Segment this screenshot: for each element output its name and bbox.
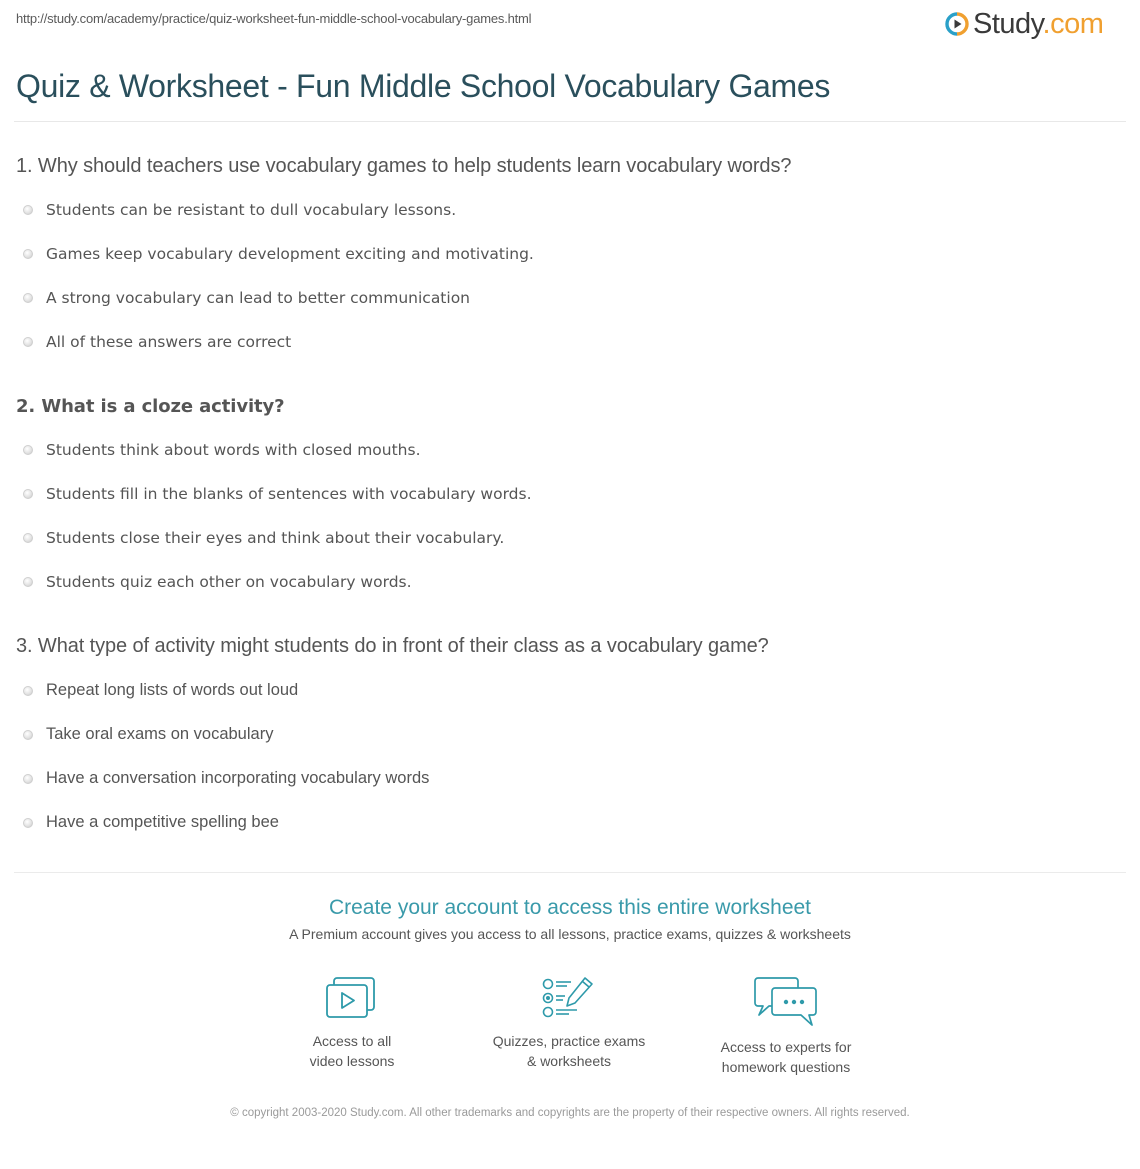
question-2-option-1[interactable]: Students think about words with closed mouths. xyxy=(23,441,421,459)
question-2: 2. What is a cloze activity? xyxy=(16,396,285,417)
page-title: Quiz & Worksheet - Fun Middle School Vocabulary Games xyxy=(16,68,831,104)
radio-button[interactable] xyxy=(23,489,33,499)
feature-label-line2: & worksheets xyxy=(526,1053,612,1069)
radio-button[interactable] xyxy=(23,337,33,347)
copyright-notice: © copyright 2003-2020 Study.com. All other trademarks and copyrights are the property of their respective owners. All rights reserved. xyxy=(230,1107,910,1119)
quiz-checklist-icon xyxy=(539,975,599,1021)
chat-bubbles-icon xyxy=(753,975,819,1027)
radio-button[interactable] xyxy=(23,445,33,455)
question-3-option-3[interactable]: Have a conversation incorporating vocabulary words xyxy=(23,769,429,788)
question-3: 3. What type of activity might students do in front of their class as a vocabulary game? xyxy=(16,635,769,657)
feature-label-line2: homework questions xyxy=(721,1059,851,1075)
feature-label-line1: Access to experts for xyxy=(720,1039,852,1055)
question-2-option-4[interactable]: Students quiz each other on vocabulary words. xyxy=(23,573,412,591)
divider xyxy=(14,121,1126,122)
radio-button[interactable] xyxy=(23,533,33,543)
question-1-option-1[interactable]: Students can be resistant to dull vocabulary lessons. xyxy=(23,201,456,219)
question-1-option-3[interactable]: A strong vocabulary can lead to better communication xyxy=(23,289,470,307)
feature-quizzes xyxy=(469,975,669,1071)
cta-subtitle: A Premium account gives you access to all lessons, practice exams, quizzes & worksheets xyxy=(289,926,851,942)
question-3-option-4[interactable]: Have a competitive spelling bee xyxy=(23,813,279,832)
play-circle-logo-icon xyxy=(945,12,969,36)
question-2-option-3[interactable]: Students close their eyes and think about their vocabulary. xyxy=(23,529,504,547)
feature-label-line1: Quizzes, practice exams xyxy=(492,1033,646,1049)
radio-button[interactable] xyxy=(23,577,33,587)
video-lessons-icon xyxy=(324,975,380,1021)
question-1-option-4[interactable]: All of these answers are correct xyxy=(23,333,291,351)
logo-name: Study xyxy=(973,7,1043,40)
question-1-option-2[interactable]: Games keep vocabulary development exciting and motivating. xyxy=(23,245,534,263)
feature-label-line1: Access to all xyxy=(312,1033,392,1049)
feature-video-lessons xyxy=(252,975,452,1071)
question-3-option-1[interactable]: Repeat long lists of words out loud xyxy=(23,681,298,700)
feature-experts xyxy=(686,975,886,1077)
feature-label-line2: video lessons xyxy=(309,1053,395,1069)
radio-button[interactable] xyxy=(23,818,33,828)
question-2-option-2[interactable]: Students fill in the blanks of sentences with vocabulary words. xyxy=(23,485,532,503)
logo-suffix: .com xyxy=(1042,7,1104,40)
cta-title-link[interactable]: Create your account to access this entire worksheet xyxy=(328,896,812,919)
question-3-option-2[interactable]: Take oral exams on vocabulary xyxy=(23,725,273,744)
question-1: 1. Why should teachers use vocabulary games to help students learn vocabulary words? xyxy=(16,155,792,177)
radio-button[interactable] xyxy=(23,249,33,259)
radio-button[interactable] xyxy=(23,205,33,215)
radio-button[interactable] xyxy=(23,730,33,740)
study-logo[interactable] xyxy=(945,7,1103,41)
page-url: http://study.com/academy/practice/quiz-worksheet-fun-middle-school-vocabulary-games.html xyxy=(16,11,532,26)
divider xyxy=(14,872,1126,873)
radio-button[interactable] xyxy=(23,686,33,696)
radio-button[interactable] xyxy=(23,774,33,784)
radio-button[interactable] xyxy=(23,293,33,303)
